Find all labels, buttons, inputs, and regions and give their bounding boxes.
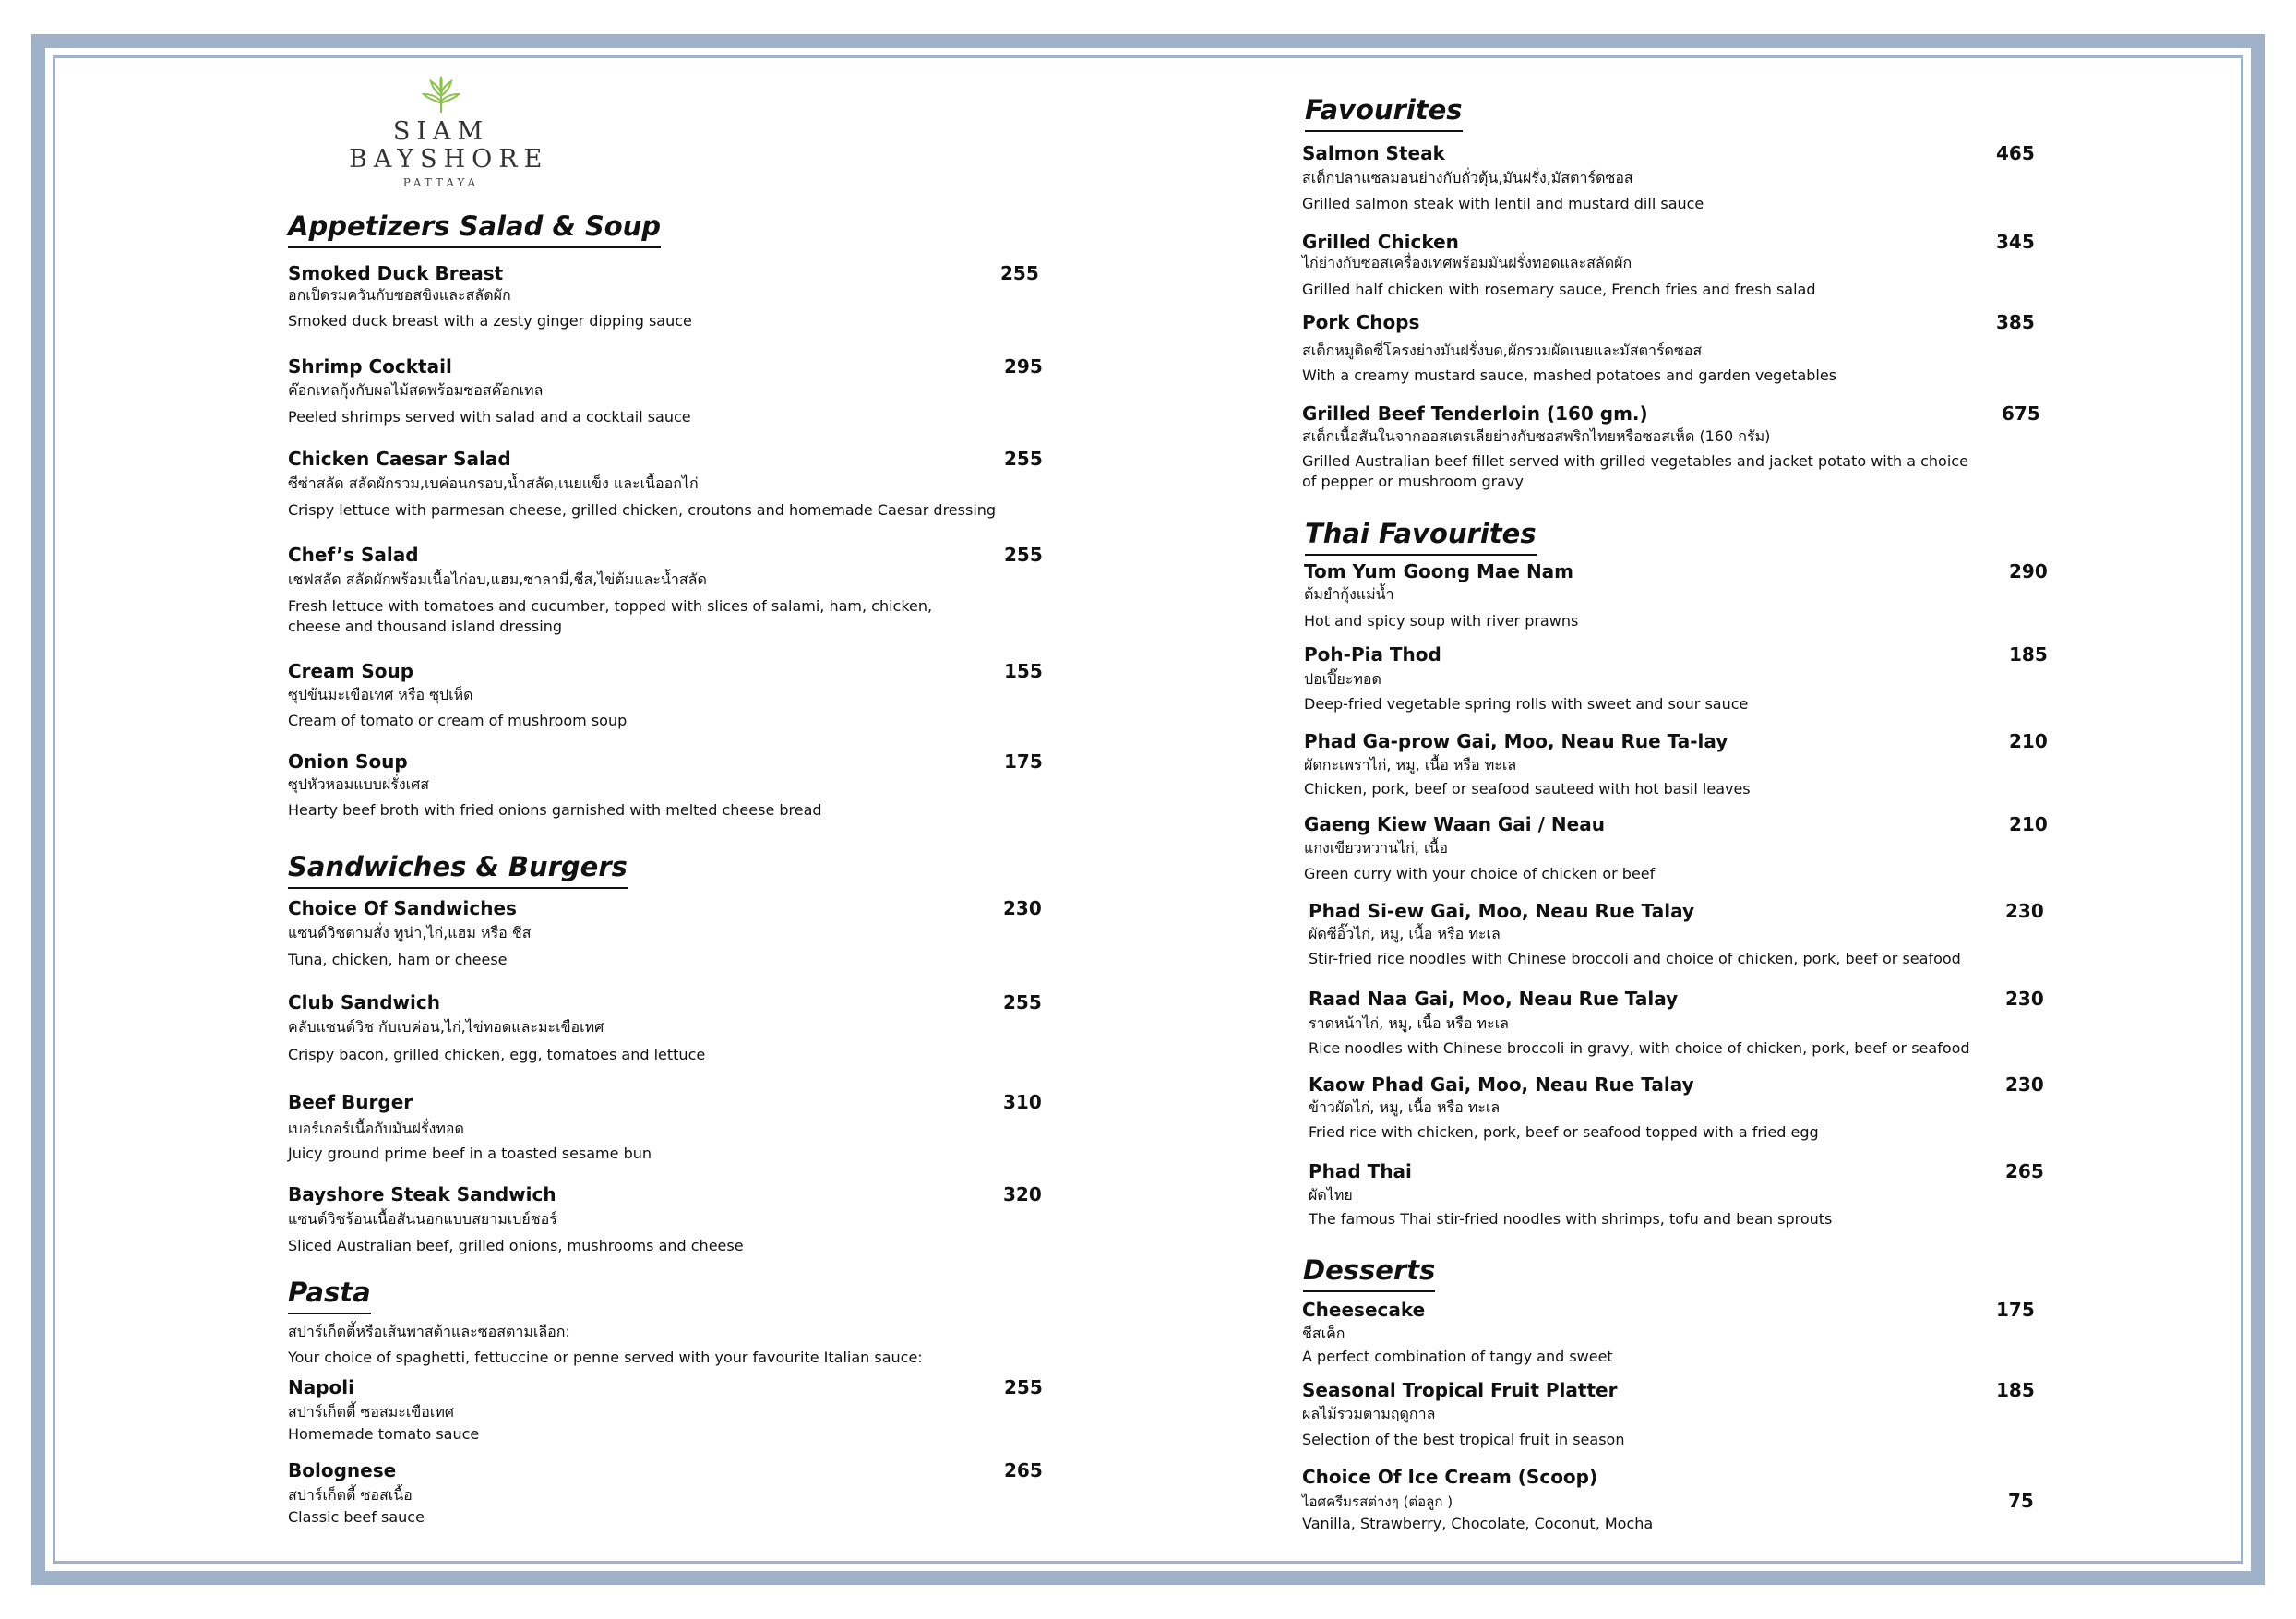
item-thai: ผัดกะเพราไก่, หมู, เนื้อ หรือ ทะเล (1304, 756, 1517, 774)
item-name: Napoli (288, 1376, 355, 1398)
item-price: 290 (2009, 560, 2048, 582)
item-name: Cheesecake (1302, 1299, 1426, 1321)
item-description: Vanilla, Strawberry, Chocolate, Coconut, Mocha (1302, 1515, 1654, 1532)
item-thai: ราดหน้าไก่, หมู, เนื้อ หรือ ทะเล (1309, 1014, 1509, 1032)
item-thai: ต้มยำกุ้งแม่น้ำ (1304, 585, 1394, 603)
item-thai: สปาร์เก็ตตี้ ซอสเนื้อ (288, 1486, 413, 1504)
item-description: Grilled Australian beef fillet served with grilled vegetables and jacket potato with a choice of pepper or mushroom gravy (1302, 452, 1968, 490)
item-price: 345 (1996, 231, 2035, 253)
item-name: Phad Ga-prow Gai, Moo, Neau Rue Ta-lay (1304, 730, 1728, 752)
item-name: Seasonal Tropical Fruit Platter (1302, 1379, 1618, 1401)
item-name: Chef’s Salad (288, 544, 419, 566)
item-price: 265 (1004, 1459, 1043, 1481)
item-thai: ผัดซีอิ๊วไก่, หมู, เนื้อ หรือ ทะเล (1309, 925, 1501, 942)
item-thai: คลับแซนด์วิช กับเบค่อน,ไก่,ไข่ทอดและมะเขือเทศ (288, 1018, 604, 1036)
item-price: 210 (2009, 730, 2048, 752)
item-price: 320 (1003, 1183, 1042, 1205)
item-name: Smoked Duck Breast (288, 262, 504, 284)
item-description: Grilled salmon steak with lentil and mustard dill sauce (1302, 195, 1704, 212)
item-name: Kaow Phad Gai, Moo, Neau Rue Talay (1309, 1073, 1694, 1096)
section-heading-desserts: Desserts (1303, 1254, 1435, 1286)
item-thai: ปอเปี๊ยะทอด (1304, 670, 1381, 688)
item-thai: อกเป็ดรมควันกับซอสขิงและสลัดผัก (288, 286, 511, 304)
item-thai: แซนด์วิชตามสั่ง ทูน่า,ไก่,แฮม หรือ ชีส (288, 924, 532, 941)
item-description: Selection of the best tropical fruit in season (1302, 1431, 1625, 1448)
section-heading-thai-favourites: Thai Favourites (1305, 518, 1537, 549)
item-name: Bayshore Steak Sandwich (288, 1183, 556, 1205)
item-price: 295 (1004, 355, 1043, 378)
item-description: Crispy bacon, grilled chicken, egg, tomatoes and lettuce (288, 1046, 706, 1063)
item-price: 185 (2009, 643, 2048, 666)
item-description: Green curry with your choice of chicken or beef (1304, 865, 1656, 882)
section-heading-favourites: Favourites (1305, 94, 1463, 126)
item-description: Chicken, pork, beef or seafood sauteed with hot basil leaves (1304, 780, 1751, 798)
item-name: Beef Burger (288, 1091, 413, 1113)
item-price: 465 (1996, 142, 2035, 164)
item-thai: ค๊อกเทลกุ้งกับผลไม้สดพร้อมซอสค๊อกเทล (288, 381, 544, 399)
item-description: Fried rice with chicken, pork, beef or seafood topped with a fried egg (1309, 1123, 1819, 1141)
item-description: Rice noodles with Chinese broccoli in gravy, with choice of chicken, pork, beef or seafood (1309, 1039, 1970, 1057)
item-price: 210 (2009, 813, 2048, 835)
item-description: Juicy ground prime beef in a toasted sesame bun (288, 1145, 652, 1162)
item-thai: สเต็กหมูติดซี่โครงย่างมันฝรั่งบด,ผักรวมผัดเนยและมัสตาร์ดซอส (1302, 342, 1703, 359)
item-description: Homemade tomato sauce (288, 1425, 480, 1443)
item-description: Deep-fried vegetable spring rolls with sweet and sour sauce (1304, 695, 1749, 713)
item-thai: ข้าวผัดไก่, หมู, เนื้อ หรือ ทะเล (1309, 1098, 1501, 1116)
item-thai: สปาร์เก็ตตี้ ซอสมะเขือเทศ (288, 1403, 455, 1421)
item-description: Peeled shrimps served with salad and a cocktail sauce (288, 408, 691, 426)
item-thai: ไก่ย่างกับซอสเครื่องเทศพร้อมมันฝรั่งทอดและสลัดผัก (1302, 254, 1632, 271)
item-thai: แซนด์วิชร้อนเนื้อสันนอกแบบสยามเบย์ชอร์ (288, 1210, 557, 1228)
item-name: Raad Naa Gai, Moo, Neau Rue Talay (1309, 988, 1679, 1010)
item-description: With a creamy mustard sauce, mashed potatoes and garden vegetables (1302, 366, 1837, 384)
pasta-intro-description: Your choice of spaghetti, fettuccine or penne served with your favourite Italian sauce: (288, 1349, 923, 1366)
item-price: 185 (1996, 1379, 2035, 1401)
item-thai: สเต็กเนื้อสันในจากออสเตรเลียย่างกับซอสพริกไทยหรือซอสเห็ด (160 กรัม) (1302, 427, 1771, 445)
item-name: Chicken Caesar Salad (288, 448, 511, 470)
section-heading-sandwiches: Sandwiches & Burgers (288, 851, 628, 882)
item-name: Poh-Pia Thod (1304, 643, 1441, 666)
item-thai: ชีสเค็ก (1302, 1325, 1345, 1342)
item-price: 230 (2005, 988, 2044, 1010)
item-name: Phad Si-ew Gai, Moo, Neau Rue Talay (1309, 900, 1695, 922)
leaf-icon (418, 76, 464, 114)
item-description: Hot and spicy soup with river prawns (1304, 612, 1579, 630)
item-name: Shrimp Cocktail (288, 355, 452, 378)
item-thai: ไอศครีมรสต่างๆ (ต่อลูก ) (1302, 1493, 1453, 1510)
item-name: Cream Soup (288, 660, 414, 682)
item-thai: เชฟสลัด สลัดผักพร้อมเนื้อไก่อบ,แฮม,ซาลามี่,ชีส,ไข่ต้มและน้ำสลัด (288, 570, 707, 588)
item-description: Tuna, chicken, ham or cheese (288, 951, 508, 968)
item-description: Stir-fried rice noodles with Chinese broccoli and choice of chicken, pork, beef or seafood (1309, 950, 1961, 967)
item-description: Cream of tomato or cream of mushroom soup (288, 712, 628, 729)
item-price: 155 (1004, 660, 1043, 682)
item-price: 385 (1996, 311, 2035, 333)
item-price: 310 (1003, 1091, 1042, 1113)
item-name: Onion Soup (288, 750, 408, 773)
item-price: 175 (1996, 1299, 2035, 1321)
item-name: Grilled Beef Tenderloin (160 gm.) (1302, 402, 1648, 425)
item-price: 255 (1004, 448, 1043, 470)
section-heading-pasta: Pasta (288, 1277, 371, 1308)
item-name: Pork Chops (1302, 311, 1420, 333)
item-description: Classic beef sauce (288, 1508, 425, 1526)
item-price: 255 (1003, 991, 1042, 1013)
item-price: 175 (1004, 750, 1043, 773)
item-thai: สเต็กปลาแซลมอนย่างกับถั่วตุ้น,มันฝรั่ง,มัสตาร์ดซอส (1302, 169, 1633, 186)
logo-line-2: BAYSHORE (349, 145, 549, 174)
item-name: Tom Yum Goong Mae Nam (1304, 560, 1574, 582)
item-name: Choice Of Sandwiches (288, 897, 517, 919)
item-price: 675 (2002, 402, 2040, 425)
item-price: 255 (1004, 1376, 1043, 1398)
section-heading-appetizers: Appetizers Salad & Soup (288, 210, 661, 242)
logo-line-3: PATTAYA (402, 176, 480, 189)
pasta-intro-thai: สปาร์เก็ตตี้หรือเส้นพาสต้าและซอสตามเลือก: (288, 1323, 570, 1340)
item-name: Bolognese (288, 1459, 397, 1481)
item-description: A perfect combination of tangy and sweet (1302, 1348, 1613, 1365)
logo-line-1: SIAM (392, 117, 490, 146)
item-thai: แกงเขียวหวานไก่, เนื้อ (1304, 839, 1448, 857)
item-description: Fresh lettuce with tomatoes and cucumber, topped with slices of salami, ham, chicken, cheese and thousand island dressing (288, 597, 933, 635)
item-price: 75 (2008, 1490, 2034, 1512)
item-name: Gaeng Kiew Waan Gai / Neau (1304, 813, 1605, 835)
item-price: 230 (2005, 900, 2044, 922)
item-description: Sliced Australian beef, grilled onions, mushrooms and cheese (288, 1237, 744, 1254)
item-thai: ซุปข้นมะเขือเทศ หรือ ซุปเห็ด (288, 686, 473, 703)
item-price: 230 (2005, 1073, 2044, 1096)
item-thai: ผลไม้รวมตามฤดูกาล (1302, 1405, 1436, 1422)
item-description: Smoked duck breast with a zesty ginger dipping sauce (288, 312, 692, 330)
item-name: Phad Thai (1309, 1160, 1412, 1182)
item-description: Hearty beef broth with fried onions garnished with melted cheese bread (288, 801, 822, 819)
item-price: 255 (1004, 544, 1043, 566)
logo (349, 76, 549, 192)
item-name: Grilled Chicken (1302, 231, 1459, 253)
item-name: Choice Of Ice Cream (Scoop) (1302, 1466, 1598, 1488)
item-description: Grilled half chicken with rosemary sauce, French fries and fresh salad (1302, 281, 1816, 298)
item-thai: ซีซ่าสลัด สลัดผักรวม,เบค่อนกรอบ,น้ำสลัด,เนยแข็ง และเนื้ออกไก่ (288, 474, 699, 492)
item-thai: ผัดไทย (1309, 1186, 1353, 1204)
item-description: The famous Thai stir-fried noodles with shrimps, tofu and bean sprouts (1309, 1210, 1833, 1228)
item-description: Crispy lettuce with parmesan cheese, grilled chicken, croutons and homemade Caesar dressing (288, 501, 997, 519)
item-price: 255 (1000, 262, 1039, 284)
item-name: Salmon Steak (1302, 142, 1445, 164)
item-thai: เบอร์เกอร์เนื้อกับมันฝรั่งทอด (288, 1120, 464, 1137)
item-thai: ซุปหัวหอมแบบฝรั่งเศส (288, 775, 430, 793)
item-price: 265 (2005, 1160, 2044, 1182)
item-price: 230 (1003, 897, 1042, 919)
item-name: Club Sandwich (288, 991, 440, 1013)
